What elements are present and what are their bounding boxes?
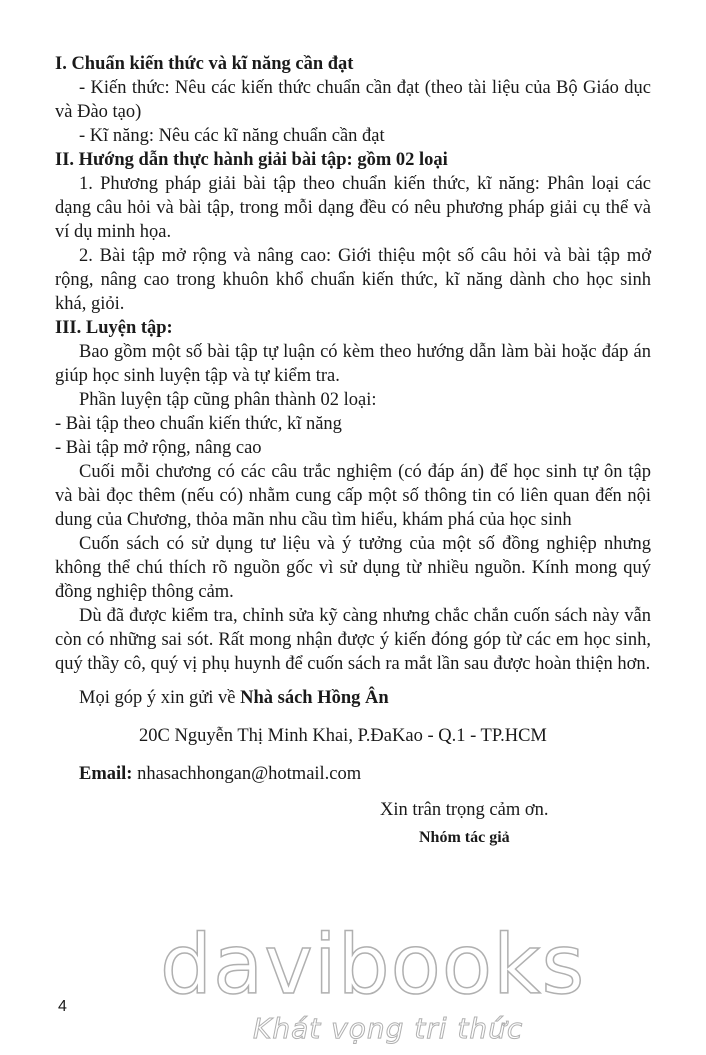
- author-signature: Nhóm tác giả: [419, 829, 510, 846]
- section3-type-advanced: - Bài tập mở rộng, nâng cao: [55, 438, 262, 458]
- watermark-brand: davibooks: [160, 918, 586, 1013]
- page-number: 4: [58, 998, 67, 1015]
- section1-heading: I. Chuẩn kiến thức và kĩ năng cần đạt: [55, 54, 354, 74]
- publisher-address: 20C Nguyễn Thị Minh Khai, P.ĐaKao - Q.1 - TP.HCM: [139, 726, 547, 746]
- section2-paragraph-2: 2. Bài tập mở rộng và nâng cao: Giới thiệu một số câu hỏi và bài tập mở rộng, nâng cao trong khuôn khổ chuẩn kiến thức, kĩ năng dành cho học sinh khá, giỏi.: [55, 246, 651, 314]
- section1-item-knowledge: - Kiến thức: Nêu các kiến thức chuẩn cần đạt (theo tài liệu của Bộ Giáo dục và Đào tạo): [55, 78, 651, 122]
- section3-paragraph-feedback: Dù đã được kiểm tra, chỉnh sửa kỹ càng nhưng chắc chắn cuốn sách này vẫn còn có những sai sót. Rất mong nhận được ý kiến đóng góp từ các em học sinh, quý thầy cô, quý vị phụ huynh để cuốn sách ra mắt lần sau được hoàn thiện hơn.: [55, 606, 651, 674]
- section2-paragraph-1: 1. Phương pháp giải bài tập theo chuẩn kiến thức, kĩ năng: Phân loại các dạng câu hỏi và bài tập, trong mỗi dạng đều có nêu phương pháp giải cụ thể và ví dụ minh họa.: [55, 174, 651, 242]
- section3-paragraph-sources: Cuốn sách có sử dụng tư liệu và ý tưởng của một số đồng nghiệp nhưng không thể chú thích rõ nguồn gốc vì sử dụng từ nhiều nguồn. Kính mong quý đồng nghiệp thông cảm.: [55, 534, 651, 602]
- section2-heading: II. Hướng dẫn thực hành giải bài tập: gồm 02 loại: [55, 150, 448, 170]
- watermark-tagline: Khát vọng tri thức: [253, 1012, 524, 1045]
- section1-item-skills: - Kĩ năng: Nêu các kĩ năng chuẩn cần đạt: [79, 126, 385, 146]
- section3-type-standard: - Bài tập theo chuẩn kiến thức, kĩ năng: [55, 414, 342, 434]
- publisher-name: Nhà sách Hồng Ân: [240, 688, 389, 708]
- page-content: [55, 52, 651, 850]
- section3-intro: Bao gồm một số bài tập tự luận có kèm theo hướng dẫn làm bài hoặc đáp án giúp học sinh luyện tập và tự kiểm tra.: [55, 342, 651, 386]
- contact-lead: Mọi góp ý xin gửi về: [79, 688, 241, 708]
- section3-paragraph-chapters: Cuối mỗi chương có các câu trắc nghiệm (có đáp án) để học sinh tự ôn tập và bài đọc thêm (nếu có) nhằm cung cấp một số thông tin có liên quan đến nội dung của Chương, thỏa mãn nhu cầu tìm hiểu, khám phá của học sinh: [55, 462, 651, 530]
- closing-thanks: Xin trân trọng cảm ơn.: [380, 800, 549, 820]
- contact-line: [55, 686, 651, 710]
- email-address: nhasachhongan@hotmail.com: [132, 764, 362, 784]
- section3-split: Phần luyện tập cũng phân thành 02 loại:: [79, 390, 377, 410]
- email-line: [55, 762, 651, 786]
- section3-heading: III. Luyện tập:: [55, 318, 173, 338]
- email-label: Email:: [79, 764, 133, 784]
